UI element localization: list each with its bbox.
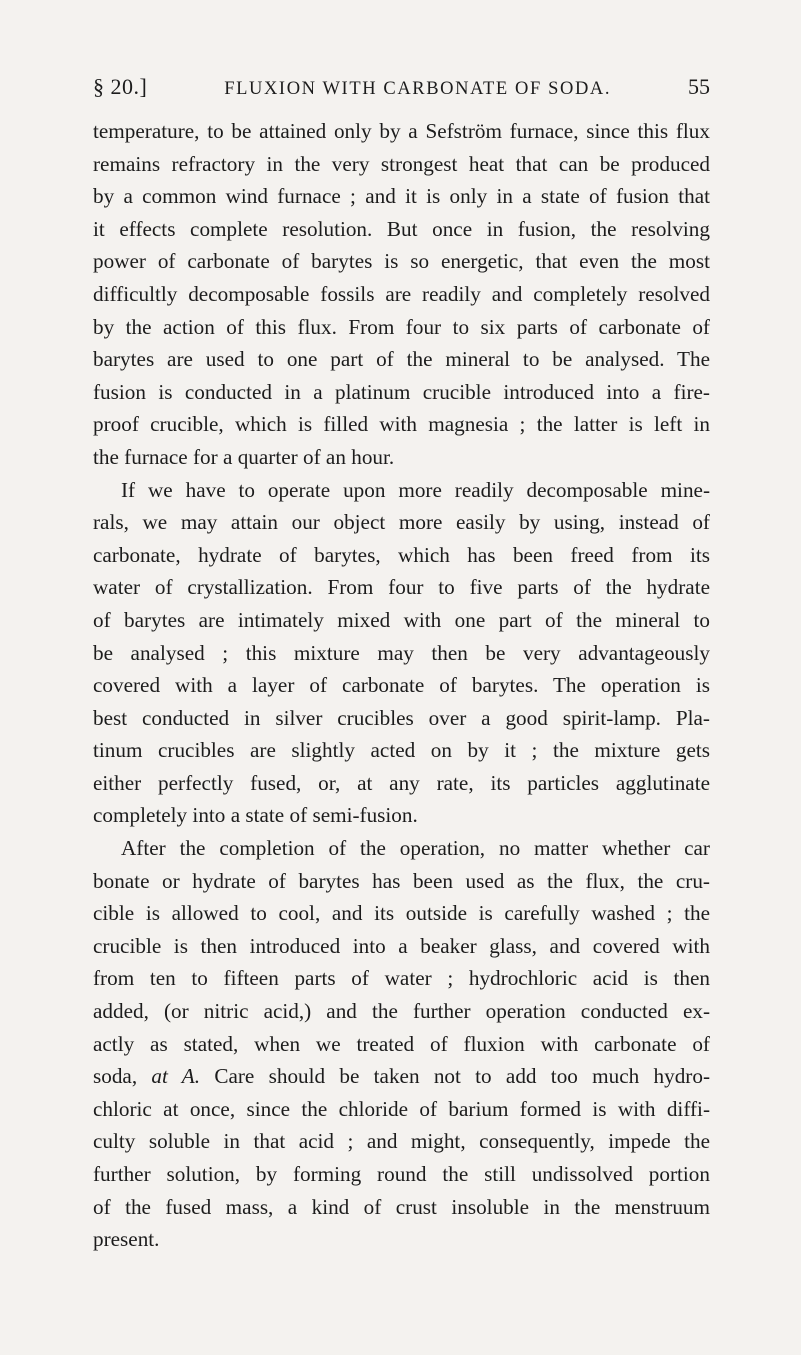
text-line: fusion is conducted in a platinum crucible introduced into a fire- <box>93 379 710 404</box>
text-fragment: Care should be taken not to add too much hydro- <box>200 1064 710 1089</box>
text-line: culty soluble in that acid ; and might, consequently, impede the <box>93 1129 710 1154</box>
text-line: power of carbonate of barytes is so energetic, that even the most <box>93 249 710 274</box>
paragraph-1 <box>93 115 710 474</box>
text-line: by the action of this flux. From four to six parts of carbonate of <box>93 314 710 339</box>
text-line: of the fused mass, a kind of crust insoluble in the menstruum <box>93 1194 710 1219</box>
text-line: either perfectly fused, or, at any rate, its particles agglutinate <box>93 770 710 795</box>
text-line: added, (or nitric acid,) and the further operation conducted ex- <box>93 999 710 1024</box>
text-line: by a common wind furnace ; and it is only in a state of fusion that <box>93 184 710 209</box>
text-line: temperature, to be attained only by a Sefström furnace, since this flux <box>93 119 710 143</box>
running-header <box>93 74 710 104</box>
text-line: completely into a state of semi-fusion. <box>93 803 418 828</box>
text-line: actly as stated, when we treated of fluxion with carbonate of <box>93 1031 710 1056</box>
paragraph-3 <box>93 832 710 1256</box>
text-fragment: soda, <box>93 1064 152 1089</box>
text-line: rals, we may attain our object more easily by using, instead of <box>93 510 710 535</box>
paragraph-2 <box>93 474 710 833</box>
text-line: After the completion of the operation, no matter whether car <box>121 836 710 861</box>
text-line: it effects complete resolution. But once in fusion, the resolving <box>93 216 710 241</box>
text-line: bonate or hydrate of barytes has been used as the flux, the cru- <box>93 868 710 893</box>
text-line: crucible is then introduced into a beaker glass, and covered with <box>93 933 710 958</box>
text-line: further solution, by forming round the still undissolved portion <box>93 1162 710 1186</box>
text-line: proof crucible, which is filled with magnesia ; the latter is left in <box>93 412 710 437</box>
running-title: FLUXION WITH CARBONATE OF SODA. <box>224 79 612 99</box>
italic-reference: at A. <box>151 1064 201 1089</box>
body-text <box>93 115 710 1256</box>
text-line: carbonate, hydrate of barytes, which has been freed from its <box>93 542 710 567</box>
text-line: If we have to operate upon more readily decomposable mine- <box>121 477 710 502</box>
text-line: be analysed ; this mixture may then be very advantageously <box>93 640 710 665</box>
text-line: cible is allowed to cool, and its outside is carefully washed ; the <box>93 901 710 926</box>
text-line: covered with a layer of carbonate of barytes. The operation is <box>93 673 710 698</box>
text-line: best conducted in silver crucibles over a good spirit-lamp. Pla- <box>93 705 710 730</box>
text-line: of barytes are intimately mixed with one part of the mineral to <box>93 607 710 632</box>
text-line: chloric at once, since the chloride of barium formed is with diffi- <box>93 1096 710 1121</box>
page-number: 55 <box>688 74 710 99</box>
text-line: present. <box>93 1227 160 1252</box>
text-line-mixed <box>93 1060 710 1093</box>
text-line: water of crystallization. From four to five parts of the hydrate <box>93 575 710 600</box>
section-reference: § 20.] <box>93 74 148 99</box>
text-line: difficultly decomposable fossils are readily and completely resolved <box>93 281 710 306</box>
text-line: tinum crucibles are slightly acted on by it ; the mixture gets <box>93 738 710 763</box>
text-line: remains refractory in the very strongest heat that can be produced <box>93 151 710 176</box>
text-line: from ten to fifteen parts of water ; hydrochloric acid is then <box>93 966 710 991</box>
text-line: barytes are used to one part of the mineral to be analysed. The <box>93 347 710 372</box>
text-line: the furnace for a quarter of an hour. <box>93 444 395 469</box>
